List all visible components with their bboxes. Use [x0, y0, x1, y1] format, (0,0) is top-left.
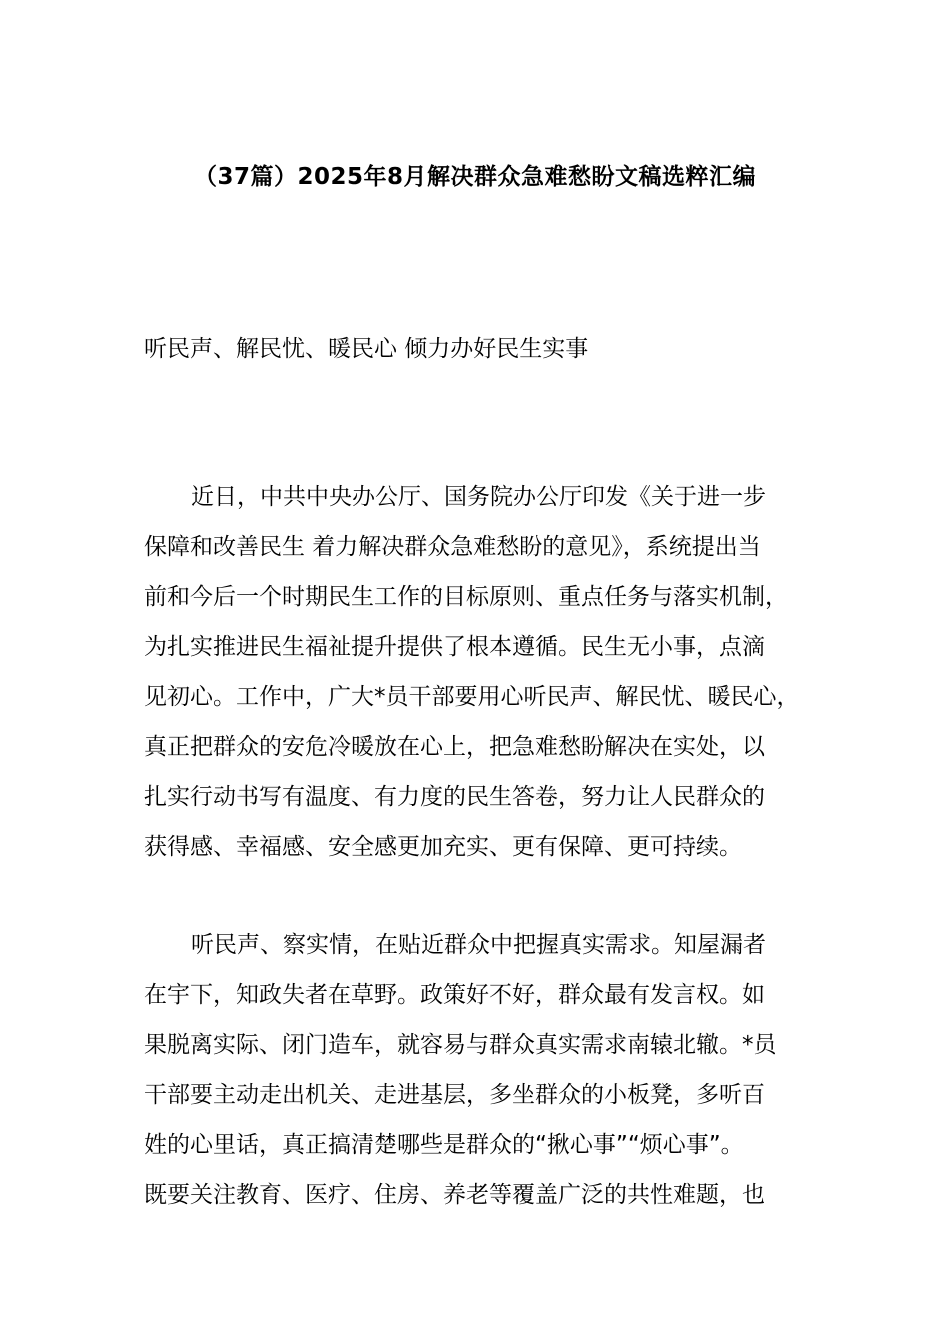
paragraph-line: 干部要主动走出机关、走进基层，多坐群众的小板凳，多听百 [144, 1082, 765, 1108]
document-title: （37篇）2025年8月解决群众急难愁盼文稿选粹汇编 [193, 164, 757, 190]
paragraph-line: 前和今后一个时期民生工作的目标原则、重点任务与落实机制， [144, 584, 788, 610]
section-heading: 听民声、解民忧、暖民心 倾力办好民生实事 [144, 336, 589, 362]
paragraph-line: 真正把群众的安危冷暖放在心上，把急难愁盼解决在实处，以 [144, 734, 765, 760]
paragraph-line: 姓的心里话，真正搞清楚哪些是群众的“揪心事”“烦心事”。 [144, 1132, 744, 1158]
paragraph-line: 果脱离实际、闭门造车，就容易与群众真实需求南辕北辙。*员 [144, 1032, 777, 1058]
paragraph-2 [144, 920, 824, 1220]
paragraph-1 [144, 472, 824, 872]
paragraph-line: 保障和改善民生 着力解决群众急难愁盼的意见》，系统提出当 [144, 534, 761, 560]
paragraph-line: 听民声、察实情，在贴近群众中把握真实需求。知屋漏者 [191, 932, 766, 958]
paragraph-line: 近日，中共中央办公厅、国务院办公厅印发《关于进一步 [191, 484, 766, 510]
paragraph-line: 获得感、幸福感、安全感更加充实、更有保障、更可持续。 [144, 834, 742, 860]
paragraph-line: 扎实行动书写有温度、有力度的民生答卷，努力让人民群众的 [144, 784, 765, 810]
paragraph-line: 在宇下，知政失者在草野。政策好不好，群众最有发言权。如 [144, 982, 765, 1008]
paragraph-line: 见初心。工作中，广大*员干部要用心听民声、解民忧、暖民心， [144, 684, 800, 710]
paragraph-line: 既要关注教育、医疗、住房、养老等覆盖广泛的共性难题，也 [144, 1182, 765, 1208]
paragraph-line: 为扎实推进民生福祉提升提供了根本遵循。民生无小事，点滴 [144, 634, 765, 660]
